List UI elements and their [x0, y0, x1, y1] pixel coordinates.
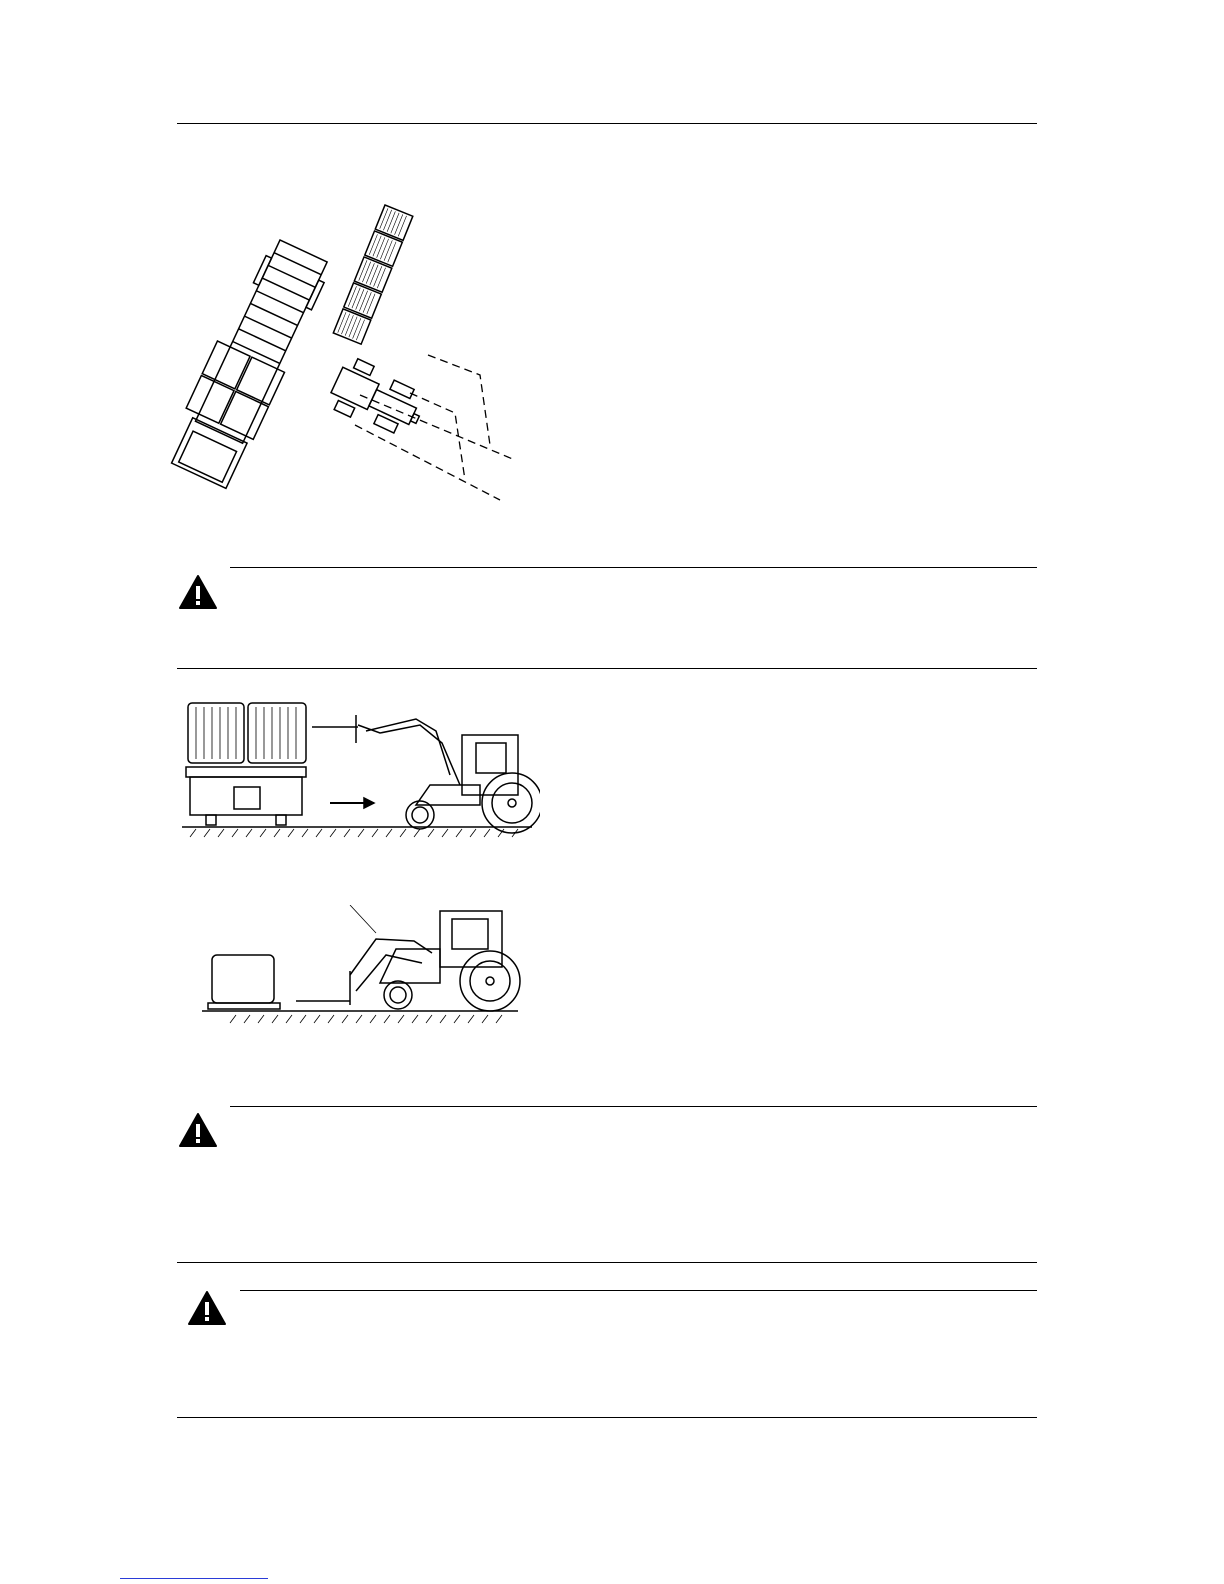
bale-trailer [186, 703, 306, 825]
footer-rule [177, 1417, 1037, 1418]
warning-1-top-rule [230, 567, 1037, 568]
warning-triangle-icon [178, 1112, 218, 1148]
footer-link-underline[interactable] [120, 1578, 268, 1579]
warning-1-bottom-rule [177, 668, 1037, 669]
bale-wagon [170, 234, 334, 490]
warning-triangle-icon [178, 574, 218, 610]
header-rule [177, 123, 1037, 124]
forks-lowered-figure [200, 905, 530, 1040]
warning-triangle-icon [187, 1290, 227, 1326]
warning-3-top-rule [240, 1290, 1037, 1291]
warning-2-top-rule [230, 1106, 1037, 1107]
bale-row [333, 205, 413, 344]
tractor-loader-side [358, 719, 540, 833]
tractor-top [325, 355, 430, 444]
unloading-bales-figure [180, 695, 540, 855]
warning-2-bottom-rule [177, 1262, 1037, 1263]
top-view-figure [170, 195, 530, 515]
